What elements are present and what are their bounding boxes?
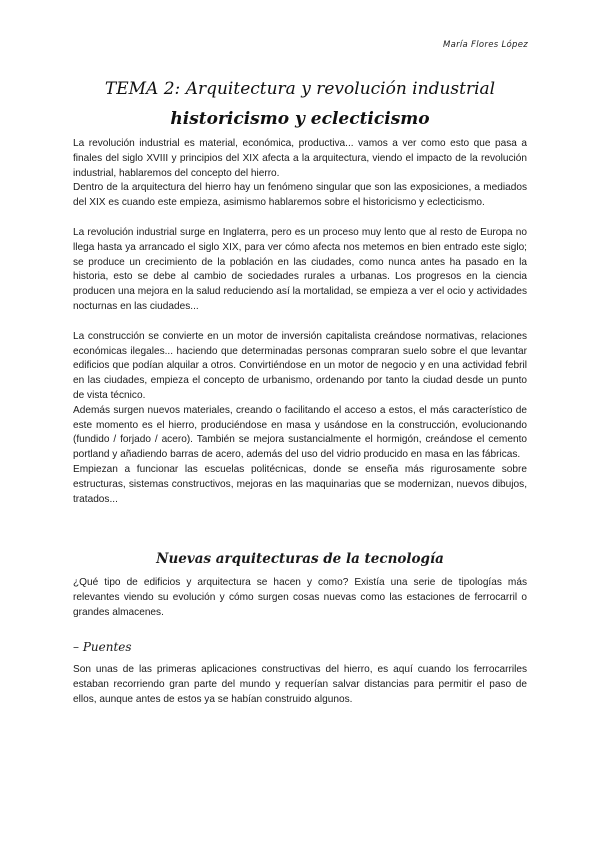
intro-body — [73, 137, 527, 507]
author-name: María Flores López — [442, 40, 528, 50]
page-title: TEMA 2: Arquitectura y revolución industrial — [104, 79, 496, 99]
subsection-body — [73, 663, 527, 707]
subsection-heading: – Puentes — [73, 640, 132, 654]
section-heading: Nuevas arquitecturas de la tecnología — [156, 551, 444, 567]
paragraph: Además surgen nuevos materiales, creando o facilitando el acceso a estos, el más característico de este momento es el hierro, produciéndose en masa y usándose en la construcción, evolucionando (fundido / forjado / acero). También se mejora sustancialmente el hormigón, creándose el cemento portland y añadiendo barras de acero, además del uso del vidrio producido en masa en las fábricas. — [73, 404, 527, 461]
paragraph: ¿Qué tipo de edificios y arquitectura se hacen y como? Existía una serie de tipologías más relevantes viendo su evolución y cómo surgen cosas nuevas como las estaciones de ferrocarril o grandes almacenes. — [73, 577, 527, 618]
paragraph: Dentro de la arquitectura del hierro hay un fenómeno singular que son las exposiciones, a mediados del XIX es cuando este empieza, asimismo hablaremos sobre el historicismo y eclecticismo. — [73, 182, 527, 209]
paragraph: Son unas de las primeras aplicaciones constructivas del hierro, es aquí cuando los ferrocarriles estaban recorriendo gran parte del mundo y requerían salvar distancias para permitir el paso de ellos, aunque antes de estos ya se habían construido algunos. — [73, 664, 527, 705]
page-subtitle: historicismo y eclecticismo — [170, 109, 430, 129]
paragraph: Empiezan a funcionar las escuelas politécnicas, donde se enseña más rigurosamente sobre estructuras, sistemas constructivos, mejoras en las maquinarias que se modernizan, nuevos dibujos, tratados... — [73, 463, 527, 505]
paragraph: La revolución industrial es material, económica, productiva... vamos a ver como esto que pasa a finales del siglo XVIII y principios del XIX afecta a la arquitectura, viendo el impacto de la revolución industrial, hablaremos del concepto del hierro. — [73, 138, 527, 179]
section-body — [73, 576, 527, 620]
paragraph: La construcción se convierte en un motor de inversión capitalista creándose normativas, relaciones económicas ilegales... haciendo que determinadas personas compraran suelo sobre el que levantar edificios que podían alquilar a otros. Convirtiéndose en un motor de negocio y en una actividad febril en las ciudades, empieza el concepto de urbanismo, ordenando por tanto la ciudad desde un punto de vista técnico. — [73, 330, 527, 401]
paragraph: La revolución industrial surge en Inglaterra, pero es un proceso muy lento que al resto de Europa no llega hasta ya arrancado el siglo XIX, para ver cómo afecta nos metemos en bien entrado este siglo; se produce un crecimiento de la población en las ciudades, como nunca antes ha pasado en la historia, esto se debe al cambio de sociedades rurales a urbanas. Los progresos en la ciencia producen una mejora en la salud reduciendo así la mortalidad, se empieza a ver el ocio y actividades nocturnas en las ciudades... — [73, 226, 527, 312]
